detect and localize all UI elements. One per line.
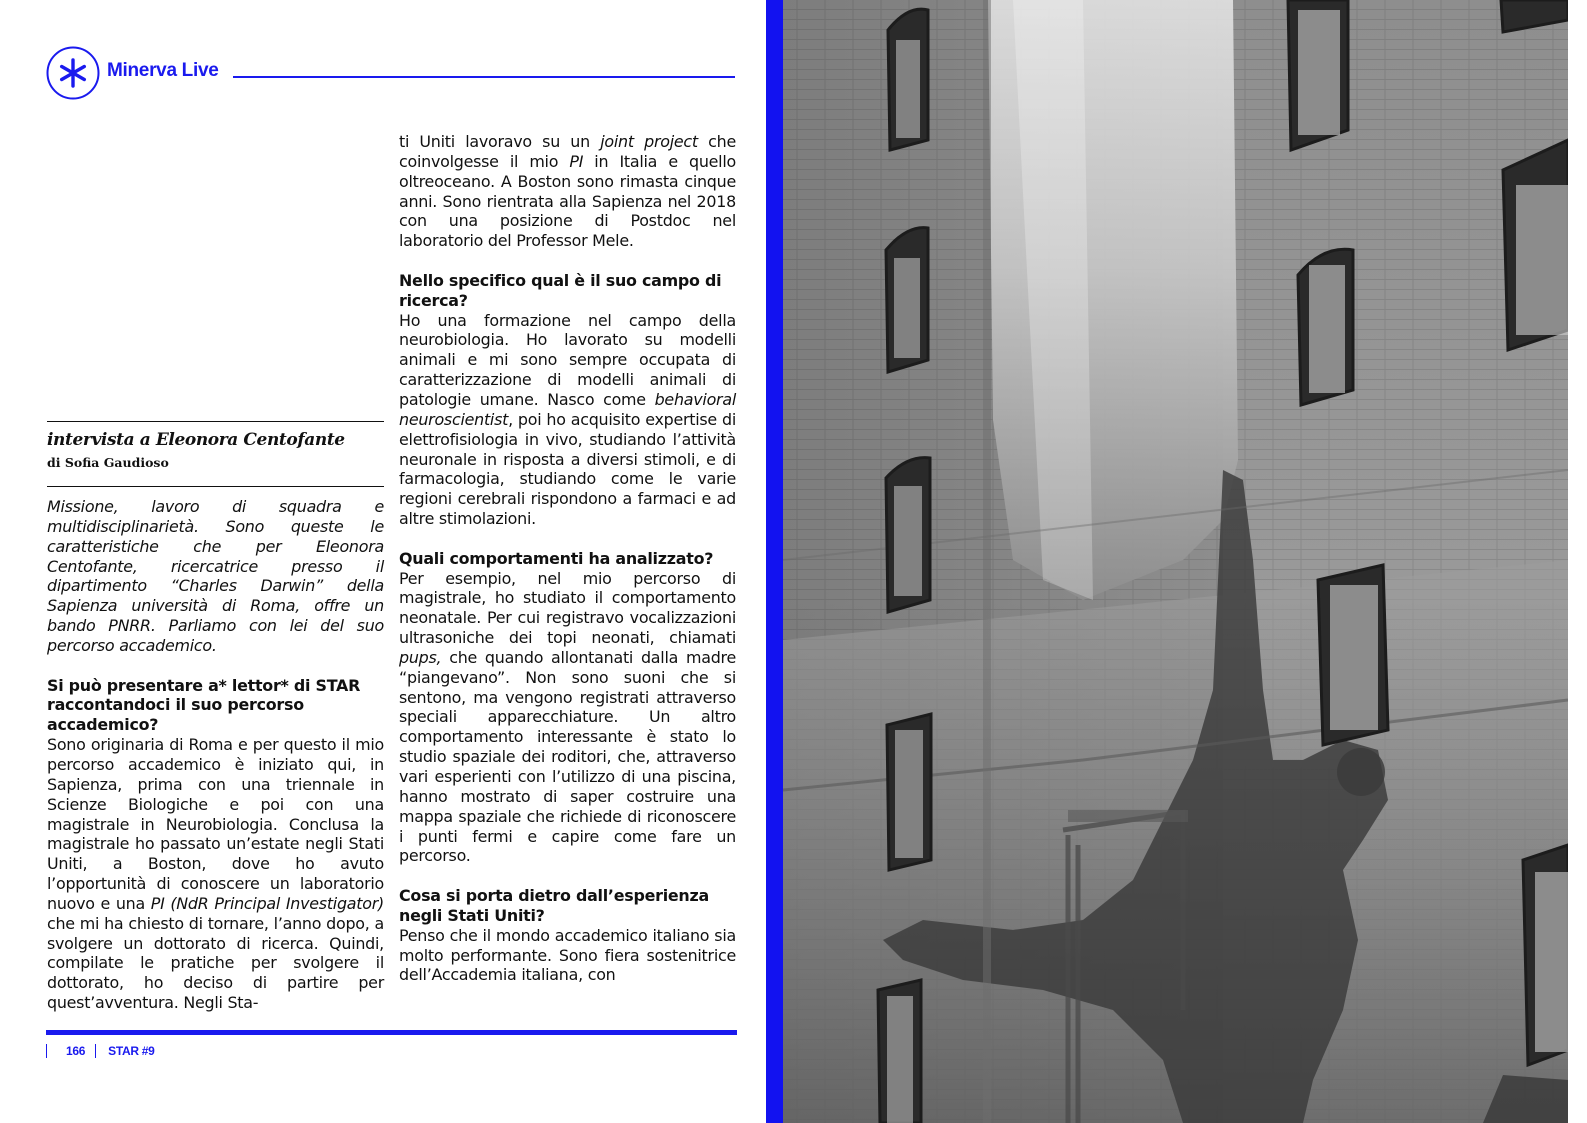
answer-4: Penso che il mondo accademico italiano sia molto performante. Sono fiera sostenitrice dell’Accademia italiana, con [399,925,736,985]
answer-2-text-cont: , poi ho acquisito expertise di elettrofisiologia in vivo, studiando l’attività neuronale in risposta a diversi stimoli, e di farmacologia, studiando come le varie regioni cerebrali rispondono a farmaci e ad altre stimolazioni. [399,409,736,529]
right-column [399,132,736,985]
answer-1-cont-text-3: in Italia e quello oltreoceano. A Boston sono rimasta cinque anni. Sono rientrata alla Sapienza nel 2018 con una posizione di Postdoc nel laboratorio del Professor Mele. [399,151,736,251]
footer-rule [46,1030,737,1035]
building-mural-photo [783,0,1568,1123]
answer-2-text: Ho una formazione nel campo della neurobiologia. Ho lavorato su modelli animali e mi sono sempre occupata di caratterizzazione di modelli animali di patologie umane. Nasco come [399,310,736,409]
page-number: 166 [66,1044,86,1058]
answer-1 [47,735,384,1013]
answer-3-text: Per esempio, nel mio percorso di magistrale, ho studiato il comportamento neonatale. Per cui registravo vocalizzazioni ultrasoniche dei topi neonati, chiamati [399,568,736,648]
byline-top-rule [47,421,384,422]
article-author: di Sofia Gaudioso [47,455,169,470]
article-intro: Missione, lavoro di squadra e multidisciplinarietà. Sono queste le caratteristiche che per Eleonora Centofante, ricercatrice presso il dipartimento “Charles Darwin” della Sapienza università di Roma, offre un bando PNRR. Parliamo con lei del suo percorso accademico. [47,497,384,655]
answer-1-cont-emphasis-2: PI [569,151,584,171]
answer-2 [399,311,736,529]
question-4: Cosa si porta dietro dall’esperienza negli Stati Uniti? [399,886,709,925]
header-rule [233,76,735,78]
article-title: intervista a Eleonora Centofante [47,430,345,450]
magazine-issue: STAR #9 [108,1044,155,1058]
question-2: Nello specifico qual è il suo campo di ricerca? [399,270,722,310]
question-3: Quali comportamenti ha analizzato? [399,548,714,568]
footer-divider [46,1044,47,1058]
answer-1-cont-text: ti Uniti lavoravo su un [399,132,601,151]
left-column [47,497,384,1013]
answer-3 [399,569,736,867]
footer-divider [95,1044,96,1058]
answer-1-text: Sono originaria di Roma e per questo il mio percorso accademico è iniziato qui, in Sapienza, prima con una triennale in Scienze Biologiche e poi con una magistrale in Neurobiologia. Conclusa la magistrale ho passato un’estate negli Stati Uniti, a Boston, dove ho avuto l’opportunità di conoscere un laboratorio nuovo e una [47,735,384,913]
answer-2-emphasis: behavioral neuroscientist [399,389,736,429]
answer-3-emphasis: pups, [399,647,442,667]
page-footer [46,1043,154,1059]
answer-1-text-cont: che mi ha chiesto di tornare, l’anno dopo, a svolgere un dottorato di ricerca. Quindi, compilate le pratiche per svolgere il dottorato, ho deciso di partire per quest’avventura. Negli Sta- [47,913,384,1013]
question-1: Si può presentare a* lettor* di STAR raccontandoci il suo percorso accademico? [47,675,361,735]
blue-spine-band [766,0,783,1123]
answer-1-cont-emphasis: joint project [600,132,698,151]
section-title: Minerva Live [107,60,219,81]
answer-1-emphasis: PI (NdR Principal Investigator) [150,893,384,913]
byline-bottom-rule [47,486,384,487]
answer-1-cont-text-2: che coinvolgesse il mio [399,132,736,171]
asterisk-circle-icon [46,46,100,100]
answer-3-text-cont: che quando allontanati dalla madre “piangevano”. Non sono suoni che si sentono, ma vengono registrati attraverso speciali apparecchiature. Un altro comportamento interessante è stato lo studio spaziale dei roditori, che, attraverso vari esperienti con l’utilizzo di una piscina, hanno mostrato di saper costruire una mappa spaziale che richiede di riconoscere i punti fermi e capire come fare un percorso. [399,647,736,866]
answer-1-continued [399,132,736,251]
